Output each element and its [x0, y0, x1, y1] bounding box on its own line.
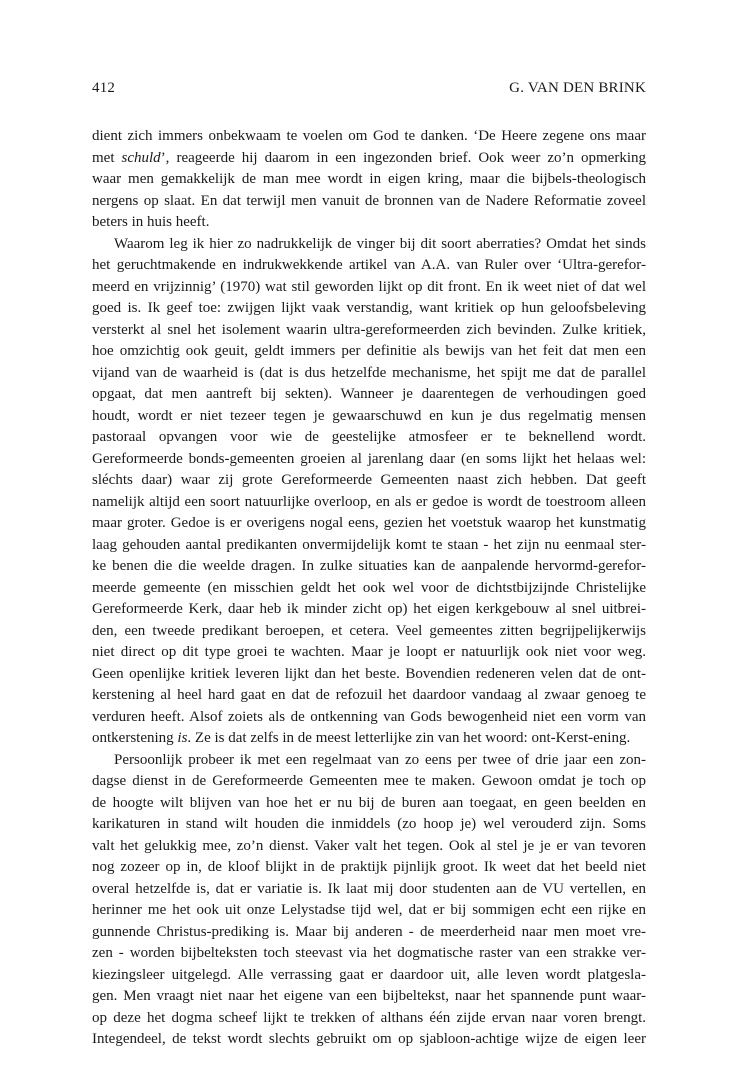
text-line: meerd en vrijzinnig’ (1970) wat stil geworden lijkt op dit front. En ik weet niet of dat wel	[92, 278, 646, 295]
text-line: gen. Men vraagt niet naar het eigene van een bijbeltekst, naar het spannende punt waar-	[92, 988, 646, 1004]
running-title: G. VAN DEN BRINK	[509, 80, 646, 96]
text-line: laag gehouden aantal predikanten onvermijdelijk komt te staan - het zijn nu eenmaal ster-	[92, 536, 646, 553]
paragraph	[92, 234, 646, 750]
text-line: de hoogte wilt blijven van hoe het er nu bij de buren aan toegaat, en geen beelden en	[92, 794, 646, 811]
text-line: nog zozeer op in, de kloof blijkt in de praktijk pijnlijk groot. Ik weet dat het beeld niet	[92, 859, 646, 875]
text-line: Gereformeerde Kerk, daar heb ik minder zicht op) het eigen kerkgebouw al snel uitbrei-	[92, 601, 646, 617]
paragraph	[92, 126, 646, 234]
text-line: kiezingsleer uitgelegd. Alle verrassing gaat er daardoor uit, alle leven wordt platgesla-	[92, 966, 646, 983]
paragraph	[92, 750, 646, 1051]
text-line: dagse dienst in de Gereformeerde Gemeenten mee te maken. Gewoon omdat je toch op	[92, 773, 646, 789]
text-line: Geen openlijke kritiek leveren lijkt dan het beste. Bovendien redeneren velen dat de ont-	[92, 665, 646, 682]
book-page	[92, 78, 646, 1051]
text-line: Persoonlijk probeer ik met een regelmaat van zo eens per twee of drie jaar een zon-	[114, 751, 646, 768]
text-line: maar groter. Gedoe is er overigens nogal eens, gezien het voetstuk waarop het kunstmatig	[92, 515, 646, 531]
text-line: ke benen die die weelde dragen. In zulke situaties kan de aanpalende hervormd-gerefor-	[92, 558, 646, 574]
text-line: Waarom leg ik hier zo nadrukkelijk de vinger bij dit soort aberraties? Omdat het sinds	[114, 235, 646, 252]
text-line: namelijk altijd een soort natuurlijke overloop, en als er gedoe is wordt de toestroom alleen	[92, 493, 646, 510]
text-line: karikaturen in stand wilt houden die inmiddels (zo hoop je) wel verouderd zijn. Soms	[92, 816, 646, 832]
text-line: versterkt al snel het isolement waarin ultra-gereformeerden zich bevinden. Zulke kritiek,	[92, 321, 646, 338]
text-line: het geruchtmakende en indrukwekkende artikel van A.A. van Ruler over ‘Ultra-gerefor-	[92, 257, 646, 273]
text-line: gunnende Christus-prediking is. Maar bij anderen - de meerderheid naar men moet vre-	[92, 923, 646, 940]
italic-word: schuld	[121, 149, 161, 166]
text-line: kerstening al heel hard gaat en dat de refozuil het daardoor vandaag al zwaar genoeg te	[92, 687, 646, 703]
text-line: Integendeel, de tekst wordt slechts gebruikt om op sjabloon-achtige wijze de eigen leer	[92, 1031, 646, 1047]
text-line: beters in huis heeft.	[92, 214, 210, 230]
text-line: waar men gemakkelijk de man mee wordt in eigen kring, maar die bijbels-theologisch	[92, 171, 646, 187]
text-line: nergens op slaat. En dat terwijl men vanuit de bronnen van de Nadere Reformatie zoveel	[92, 192, 646, 209]
text-line: op deze het dogma scheef lijkt te trekken of althans één zijde ervan naar voren brengt.	[92, 1009, 646, 1026]
text-line: hoe omzichtig ook geuit, geldt immers per definitie als bewijs van het feit dat men een	[92, 343, 646, 359]
text-line: pastoraal opvangen voor wie de geestelijke atmosfeer er te beknellend wordt.	[92, 429, 646, 445]
text-line: goed is. Ik geef toe: zwijgen lijkt vaak verstandig, want kritiek op hun geloofsbeleving	[92, 300, 646, 316]
text-line: vijand van de waarheid is (dat is dus hetzelfde mechanisme, het spijt me dat de parallel	[92, 364, 646, 381]
text-line: opgaat, dat men aantreft bij sekten). Wanneer je daarentegen de verhoudingen goed	[92, 386, 646, 402]
text-line: niet direct op dit type groei te wachten. Maar je loopt er natuurlijk ook niet voor weg.	[92, 644, 646, 660]
text-line: den, een tweede predikant beroepen, et cetera. Veel gemeentes zitten begrijpelijkerwijs	[92, 622, 646, 639]
italic-word: is	[177, 730, 188, 746]
text-line: met schuld’, reageerde hij daarom in een ingezonden brief. Ook weer zo’n opmerking	[92, 149, 646, 166]
text-line: verduren heeft. Alsof zoiets als de ontkenning van Gods bewogenheid niet een vorm van	[92, 708, 646, 725]
text-line: sléchts daar) waar zij grote Gereformeerde Gemeenten naast zich hebben. Dat geeft	[92, 472, 646, 488]
text-line: overal hetzelfde is, dat er variatie is. Ik laat mij door studenten aan de VU vertellen, en	[92, 880, 646, 897]
text-line: meerde gemeente (en misschien geldt het ook wel voor de dichtstbijzijnde Christelijke	[92, 579, 646, 596]
running-head	[92, 78, 646, 98]
text-line: ontkerstening is. Ze is dat zelfs in de meest letterlijke zin van het woord: ont-Kerst-ening.	[92, 730, 631, 746]
text-line: herinner me het ook uit onze Lelystadse tijd wel, dat er bij sommigen echt een rijke en	[92, 902, 646, 918]
page-number: 412	[92, 80, 116, 96]
text-line: dient zich immers onbekwaam te voelen om God te danken. ‘De Heere zegene ons maar	[92, 128, 646, 144]
text-line: valt het gelukkig mee, zo’n dienst. Vaker valt het tegen. Ook al stel je je er van tevoren	[92, 837, 646, 854]
body-text	[92, 126, 646, 1051]
text-line: Gereformeerde bonds-gemeenten groeien al jarenlang daar (en soms lijkt het helaas wel:	[92, 450, 646, 467]
text-line: zen - worden bijbelteksten toch steevast via het dogmatische raster van een strakke ver-	[92, 945, 646, 961]
text-line: houdt, wordt er niet tezeer tegen je gewaarschuwd en kun je dus regelmatig mensen	[92, 407, 646, 424]
